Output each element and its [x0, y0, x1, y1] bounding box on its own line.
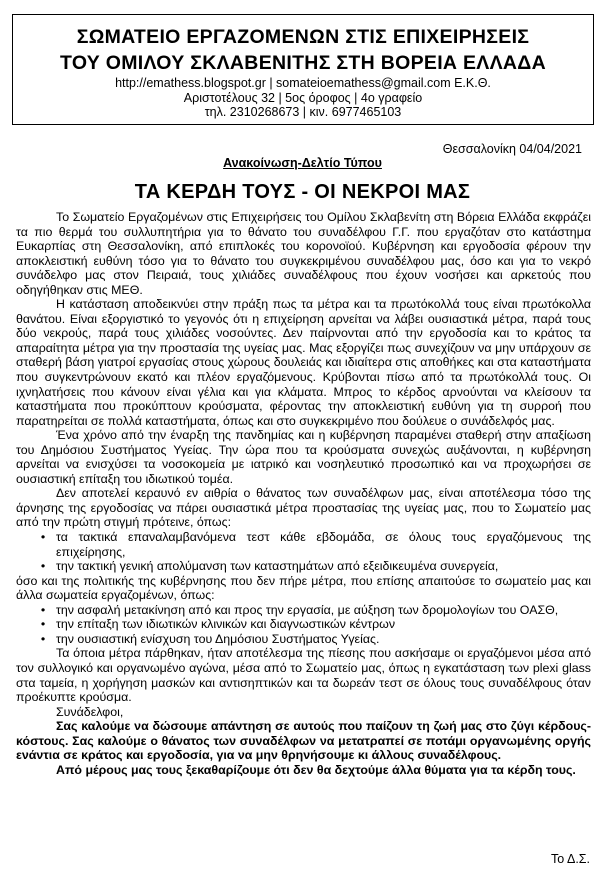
- government-measures-list: [16, 603, 591, 647]
- list-item-text: την ασφαλή μετακίνηση από και προς την εργασία, με αύξηση των δρομολογίων του ΟΑΣΘ,: [56, 602, 559, 617]
- list-item: [16, 530, 591, 559]
- signature: Το Δ.Σ.: [550, 852, 590, 866]
- paragraph-employer-measures: Δεν αποτελεί κεραυνό εν αιθρία ο θάνατος των συναδέλφων μας, είναι αποτέλεσμα τόσο της άρνησης της εργοδοσίας να πάρει ουσιαστικά μέτρα προστασίας της υγείας μας, που το Σωματείο μας από την πρώτη στιγμή πρότεινε, όπως:: [16, 486, 591, 530]
- employer-measures-list: [16, 530, 591, 574]
- list-item-text: την επίταξη των ιδιωτικών κλινικών και διαγνωστικών κέντρων: [56, 617, 396, 632]
- document-body: [16, 210, 591, 777]
- paragraph-closing-statement: Από μέρους μας τους ξεκαθαρίζουμε ότι δεν θα δεχτούμε άλλα θύματα για τα κέρδη τους.: [56, 762, 576, 777]
- bullet-icon: •: [40, 617, 46, 632]
- paragraph-government-policy: όσο και της πολιτικής της κυβέρνησης που δεν πήρε μέτρα, που επίσης απαιτούσε το σωματείο μας και άλλα σωματεία εργαζομένων, όπως:: [16, 573, 591, 603]
- paragraph-measures-taken: Τα όποια μέτρα πάρθηκαν, ήταν αποτέλεσμα της πίεσης που ασκήσαμε οι εργαζόμενοι μέσα από τον συλλογικό και οργανωμένο αγώνα, μέσα από το Σωματείο μας, όπως η εγκατάσταση των plexi glass στα ταμεία, η χορήγηση μασκών και αντισηπτικών και τα δωρεάν τεστ σε όλους τους συναδέλφους όταν προέκυπτε κρούσμα.: [16, 646, 591, 705]
- list-item: [16, 559, 591, 574]
- org-name-line-1: ΣΩΜΑΤΕΙΟ ΕΡΓΑΖΟΜΕΝΩΝ ΣΤΙΣ ΕΠΙΧΕΙΡΗΣΕΙΣ: [76, 26, 530, 48]
- contact-web-email: http://emathess.blogspot.gr | somateioemathess@gmail.com Ε.Κ.Θ.: [115, 76, 491, 90]
- org-name-line-2: ΤΟΥ ΟΜΙΛΟΥ ΣΚΛΑΒΕΝΙΤΗΣ ΣΤΗ ΒΟΡΕΙΑ ΕΛΛΑΔΑ: [59, 52, 547, 74]
- list-item-text: τα τακτικά επαναλαμβανόμενα τεστ κάθε εβδομάδα, σε όλους τους εργαζόμενους της επιχείρησης,: [56, 530, 591, 559]
- list-item: [16, 603, 591, 618]
- document-type-heading: Ανακοίνωση-Δελτίο Τύπου: [223, 156, 382, 170]
- bullet-icon: •: [40, 631, 46, 646]
- list-item-text: την ουσιαστική ενίσχυση του Δημόσιου Συστήματος Υγείας.: [56, 631, 380, 646]
- list-item: [16, 617, 591, 632]
- paragraph-call-to-action: Σας καλούμε να δώσουμε απάντηση σε αυτούς που παίζουν τη ζωή μας στο ζύγι κέρδους-κόστους. Σας καλούμε ο θάνατος των συναδέλφων να μετατραπεί σε ποτάμι οργανωμένης οργής ενάντια σε κράτος και εργοδοσία, για να μην θρηνήσουμε κι άλλους συναδέλφους.: [16, 719, 591, 763]
- list-item: [16, 632, 591, 647]
- page-title: ΤΑ ΚΕΡΔΗ ΤΟΥΣ - ΟΙ ΝΕΚΡΟΙ ΜΑΣ: [134, 181, 471, 203]
- bullet-icon: •: [40, 602, 46, 617]
- contact-phones: τηλ. 2310268673 | κιν. 6977465103: [204, 105, 402, 119]
- document-date: Θεσσαλονίκη 04/04/2021: [442, 142, 582, 156]
- bullet-icon: •: [40, 530, 46, 545]
- salutation: Συνάδελφοι,: [56, 704, 124, 719]
- list-item-text: την τακτική γενική απολύμανση των καταστημάτων από εξειδικευμένα συνεργεία,: [56, 559, 499, 574]
- paragraph-condolences: Το Σωματείο Εργαζομένων στις Επιχειρήσεις του Ομίλου Σκλαβενίτη στη Βόρεια Ελλάδα εκφράζει τα πιο θερμά του συλλυπητήρια για το θάνατο του συναδέλφου Γ.Γ. που εργαζόταν στο κατάστημα Ευκαρπίας στη Θεσσαλονίκη, από επιπλοκές του κορονοϊού. Κυβέρνηση και εργοδοσία φέρουν την αποκλειστική ευθύνη τόσο για το θάνατο του συγκεκριμένου συναδέλφου μας, όσο και για το νεκρό συνάδελφο μας στον Πειραιά, τους χιλιάδες συναδέλφους που έχουν νοσήσει και αρκετούς που οδηγήθηκαν στις ΜΕΘ.: [16, 210, 591, 297]
- contact-address: Αριστοτέλους 32 | 5ος όροφος | 4ο γραφείο: [183, 90, 423, 105]
- paragraph-government: Ένα χρόνο από την έναρξη της πανδημίας και η κυβέρνηση παραμένει σταθερή στην απαξίωση του Δημόσιου Συστήματος Υγείας. Την ώρα που τα κρούσματα συνεχώς αυξάνονται, η κυβέρνηση αρνείται να ενισχύσει τα νοσοκομεία με ιατρικό και νοσηλευτικό προσωπικό και να προχωρήσει σε ουσιαστική επίταξη του ιδιωτικού τομέα.: [16, 428, 591, 486]
- bullet-icon: •: [40, 559, 46, 574]
- letterhead-box: [12, 14, 594, 125]
- paragraph-protocols: Η κατάσταση αποδεικνύει στην πράξη πως τα μέτρα και τα πρωτόκολλά τους είναι πρωτόκολλα θανάτου. Είναι εξοργιστικό το γεγονός ότι η επιχείρηση αρνείται να λάβει ουσιαστικά μέτρα, παρά τους δύο νεκρούς, παρά τους χιλιάδες νοσούντες. Δεν παίρνονται από την εργοδοσία και το κράτος τα απαραίτητα μέτρα για την προστασία της υγείας μας. Μας εξοργίζει πως συνεχίζουν να μην υπάρχουν σε σταθερή βάση γιατροί εργασίας στους χώρους δουλειάς και ιδιαίτερα στις αποθήκες και στα καταστήματα που συγκεντρώνουν εκατό και πλέον εργαζόμενους. Κρύβονται πίσω από τα πρωτόκολλά τους. Οι ιχνηλατήσεις που κάνουν είναι γέλια και για κλάματα. Μπρος το κέρδος αρνούνται να κλείσουν τα καταστήματα που προκύπτουν κρούσματα, φέροντας την αποκλειστική ευθύνη για τη συρροή που παρατηρείται σε πολλά καταστήματα, όπως και στο συγκεκριμένο που δούλευε ο συνάδελφός μας.: [16, 297, 591, 428]
